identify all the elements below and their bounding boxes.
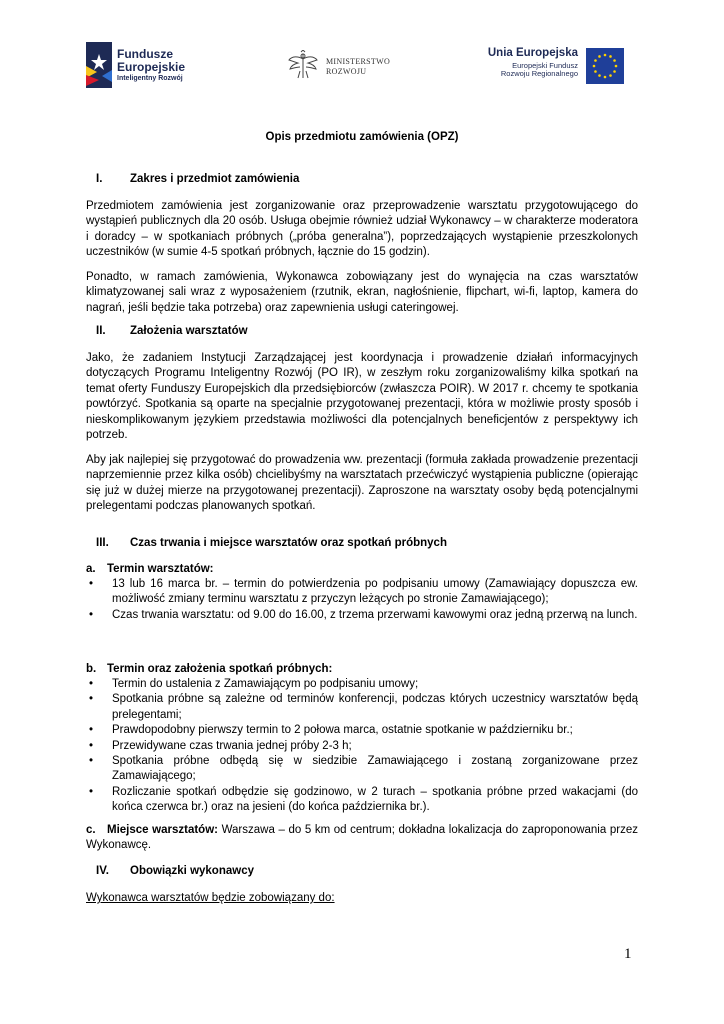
eu-star-icon <box>613 59 616 62</box>
eu-logo-title: Unia Europejska <box>487 47 578 59</box>
bullet-icon: • <box>89 693 94 706</box>
paragraph: Jako, że zadaniem Instytucji Zarządzającej jest koordynacja i prowadzenie działań informacyjnych dotyczących Programu Inteligentny Rozwój (PO IR), w zeszłym roku zorganizowaliśmy kilka spotkań na temat oferty Funduszy Europejskich dla przedsiębiorców (zwłaszcza POIR). W 2017 r. chcemy te spotkania powtórzyć. Spotkania są oparte na specjalnie przygotowanej prezentacji, która w możliwie prosty sposób i nieskomplikowanym językiem przedstawia możliwości dla potencjalnych beneficjentów z perspektywy ich potrzeb. <box>86 352 638 442</box>
section-title: Czas trwania i miejsce warsztatów oraz spotkań próbnych <box>130 537 447 549</box>
eu-star-icon <box>598 55 601 58</box>
paragraph: Przedmiotem zamówienia jest zorganizowanie oraz przeprowadzenie warsztatu przygotowującego do wystąpień publicznych dla 20 osób. Usługa obejmie również udział Wykonawcy – w charakterze moderatora i doradcy – w spotkaniach próbnych („próba generalna”), poprzedzających wystąpienie przeszkolonych uczestników (w sumie 4-5 spotkań próbnych, łącznie do 15 godzin). <box>86 200 638 259</box>
page-number: 1 <box>624 946 632 962</box>
fe-logo-line3: Inteligentny Rozwój <box>117 75 183 82</box>
ministry-logo <box>286 50 396 86</box>
section-number: III. <box>96 537 109 549</box>
subsection-letter: a. <box>86 563 96 575</box>
section-number: I. <box>96 173 103 185</box>
bullet-icon: • <box>89 724 94 737</box>
bullet-icon: • <box>89 739 94 752</box>
section-title: Założenia warsztatów <box>130 325 248 337</box>
subsection-b-heading <box>86 663 332 675</box>
bullet-icon: • <box>89 578 94 590</box>
bullet-icon: • <box>89 785 94 798</box>
list-item: • Prawdopodobny pierwszy termin to 2 połowa marca, ostatnie spotkanie w październiku br.; <box>86 723 638 738</box>
bullet-icon: • <box>89 608 94 621</box>
list-item: • Spotkania próbne są zależne od terminów konferencji, podczas których uczestnicy warsztatów będą prelegentami; <box>89 693 638 721</box>
termin-warsztatow-list <box>86 577 638 623</box>
list-item: • Spotkania próbne odbędą się w siedzibie Zamawiającego i zostaną zorganizowane przez Zamawiającego; <box>89 755 638 783</box>
list-item: • Termin do ustalenia z Zamawiającym po podpisaniu umowy; <box>86 677 638 692</box>
eu-logo-sub2: Rozwoju Regionalnego <box>500 69 578 79</box>
subsection-c-text: Warszawa – do 5 km od centrum; dokładna lokalizacja do zaproponowania przez Wykonawcę. <box>86 824 638 852</box>
list-item: • Przewidywane czas trwania jednej próby 2-3 h; <box>86 739 638 754</box>
obligations-lead: Wykonawca warsztatów będzie zobowiązany do: <box>86 892 335 904</box>
list-item: • Rozliczanie spotkań odbędzie się godzinowo, w 2 turach – spotkania próbne przed wakacjami (do końca czerwca br.) oraz na jesieni (do końca października br.). <box>89 785 638 814</box>
bullet-icon: • <box>89 678 94 690</box>
section-number: IV. <box>96 865 110 877</box>
section-number: II. <box>96 325 106 337</box>
eu-logo-sub1: Europejski Fundusz <box>512 60 578 70</box>
bullet-icon: • <box>89 755 94 768</box>
subsection-title: Miejsce warsztatów: <box>107 824 218 836</box>
paragraph: Ponadto, w ramach zamówienia, Wykonawca zobowiązany jest do wynajęcia na czas warsztatów klimatyzowanej sali wraz z wyposażeniem (rzutnik, ekran, nagłośnienie, flipchart, wi-fi, laptop, kamera do nagrań, jeśli będzie taka potrzeba) oraz zapewnienia usługi cateringowej. <box>86 271 638 314</box>
eu-star-icon <box>594 70 597 73</box>
eu-star-icon <box>594 59 597 62</box>
fundusze-europejskie-logo <box>86 42 206 90</box>
subsection-letter: b. <box>86 663 97 675</box>
eu-star-icon <box>615 65 618 68</box>
eu-star-icon <box>598 74 601 77</box>
eu-star-icon <box>609 74 612 77</box>
list-item: • Czas trwania warsztatu: od 9.00 do 16.00, z trzema przerwami kawowymi oraz jedną przerwą na lunch. <box>86 608 638 623</box>
subsection-title: Termin oraz założenia spotkań próbnych: <box>107 663 333 675</box>
paragraph: Aby jak najlepiej się przygotować do prowadzenia ww. prezentacji (formuła zakłada prowadzenie prezentacji naprzemiennie przez kilka osób) chcielibyśmy na warsztatach przećwiczyć wystąpienia publiczne (opierając się już w dużej mierze na przygotowanej prezentacji). Zaproszone na warsztaty osoby będą potencjalnymi prelegentami podczas planowanych spotkań. <box>86 454 638 513</box>
fe-logo-line1: Fundusze <box>117 47 173 61</box>
subsection-a-heading <box>86 563 214 575</box>
eu-star-icon <box>604 76 607 79</box>
ministry-line1: MINISTERSTWO <box>326 57 391 66</box>
document-title: Opis przedmiotu zamówienia (OPZ) <box>265 131 459 143</box>
ministry-line2: ROZWOJU <box>326 67 367 76</box>
subsection-letter: c. <box>86 824 96 836</box>
eagle-emblem-icon <box>286 50 320 82</box>
fe-logo-line2: Europejskie <box>117 60 186 74</box>
subsection-c-paragraph <box>86 823 638 854</box>
eu-star-icon <box>604 54 607 57</box>
eu-star-icon <box>593 65 596 68</box>
eu-star-icon <box>613 70 616 73</box>
subsection-title: Termin warsztatów: <box>107 563 214 575</box>
eu-logo <box>486 46 632 88</box>
eu-flag-icon <box>586 48 624 84</box>
eu-star-icon <box>609 55 612 58</box>
section-title: Zakres i przedmiot zamówienia <box>130 173 300 185</box>
section-title: Obowiązki wykonawcy <box>130 865 254 877</box>
fe-star-mark-icon <box>86 42 112 88</box>
list-item: • 13 lub 16 marca br. – termin do potwierdzenia po podpisaniu umowy (Zamawiający dopuszcza ew. możliwość zmiany terminu warsztatu z przyczyn leżących po stronie Zamawiającego); <box>89 578 638 606</box>
spotkania-probne-list <box>86 677 638 816</box>
